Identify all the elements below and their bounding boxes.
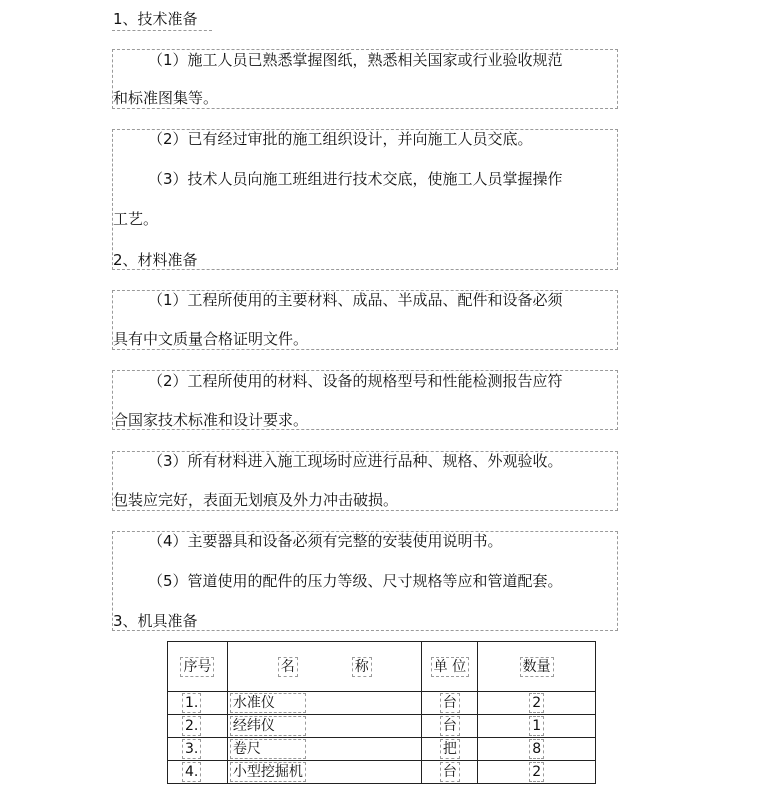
paragraph-1-3-line1: （3）技术人员向施工班组进行技术交底，使施工人员掌握操作 — [148, 170, 563, 188]
section-2-heading: 2、材料准备 — [113, 251, 198, 269]
row-qty: 1 — [529, 716, 544, 736]
paragraph-1-1-line2: 和标准图集等。 — [113, 89, 219, 107]
row-no: 4. — [182, 762, 201, 782]
row-no: 3. — [182, 739, 201, 759]
paragraph-2-3-line2: 包装应完好，表面无划痕及外力冲击破损。 — [113, 491, 399, 509]
table-row — [168, 715, 596, 738]
paragraph-2-3-line1: （3）所有材料进入施工现场时应进行品种、规格、外观验收。 — [148, 452, 563, 470]
row-unit: 台 — [440, 762, 460, 782]
heading-rule — [112, 30, 212, 31]
paragraph-1-1-line1: （1）施工人员已熟悉掌握图纸，熟悉相关国家或行业验收规范 — [148, 51, 563, 69]
paragraph-2-1-line2: 具有中文质量合格证明文件。 — [113, 330, 309, 348]
row-name: 经纬仪 — [230, 716, 306, 736]
row-qty: 2 — [529, 762, 544, 782]
table-row — [168, 692, 596, 715]
table-row — [168, 738, 596, 761]
row-qty: 8 — [529, 739, 544, 759]
paragraph-1-3-line2: 工艺。 — [113, 210, 159, 228]
section-1-heading: 1、技术准备 — [113, 10, 198, 28]
row-no: 2. — [182, 716, 201, 736]
paragraph-2-4: （4）主要器具和设备必须有完整的安装使用说明书。 — [148, 532, 503, 550]
paragraph-2-2-line2: 合国家技术标准和设计要求。 — [113, 411, 309, 429]
row-name: 卷尺 — [230, 739, 306, 759]
row-no: 1. — [182, 693, 201, 713]
row-qty: 2 — [529, 693, 544, 713]
table-header-row — [168, 642, 596, 692]
header-name: 名 称 — [227, 642, 422, 692]
row-name: 水准仪 — [230, 693, 306, 713]
header-no: 序号 — [168, 642, 228, 692]
table-row — [168, 761, 596, 784]
row-unit: 台 — [440, 693, 460, 713]
header-unit: 单 位 — [422, 642, 478, 692]
row-unit: 台 — [440, 716, 460, 736]
header-qty: 数量 — [478, 642, 596, 692]
paragraph-2-2-line1: （2）工程所使用的材料、设备的规格型号和性能检测报告应符 — [148, 372, 563, 390]
block-frame-2 — [112, 129, 618, 270]
section-3-heading: 3、机具准备 — [113, 612, 198, 630]
paragraph-2-5: （5）管道使用的配件的压力等级、尺寸规格等应和管道配套。 — [148, 572, 563, 590]
row-unit: 把 — [440, 739, 460, 759]
equipment-table — [167, 641, 596, 784]
row-name: 小型挖掘机 — [230, 762, 306, 782]
paragraph-1-2: （2）已有经过审批的施工组织设计，并向施工人员交底。 — [148, 130, 533, 148]
paragraph-2-1-line1: （1）工程所使用的主要材料、成品、半成品、配件和设备必须 — [148, 291, 563, 309]
